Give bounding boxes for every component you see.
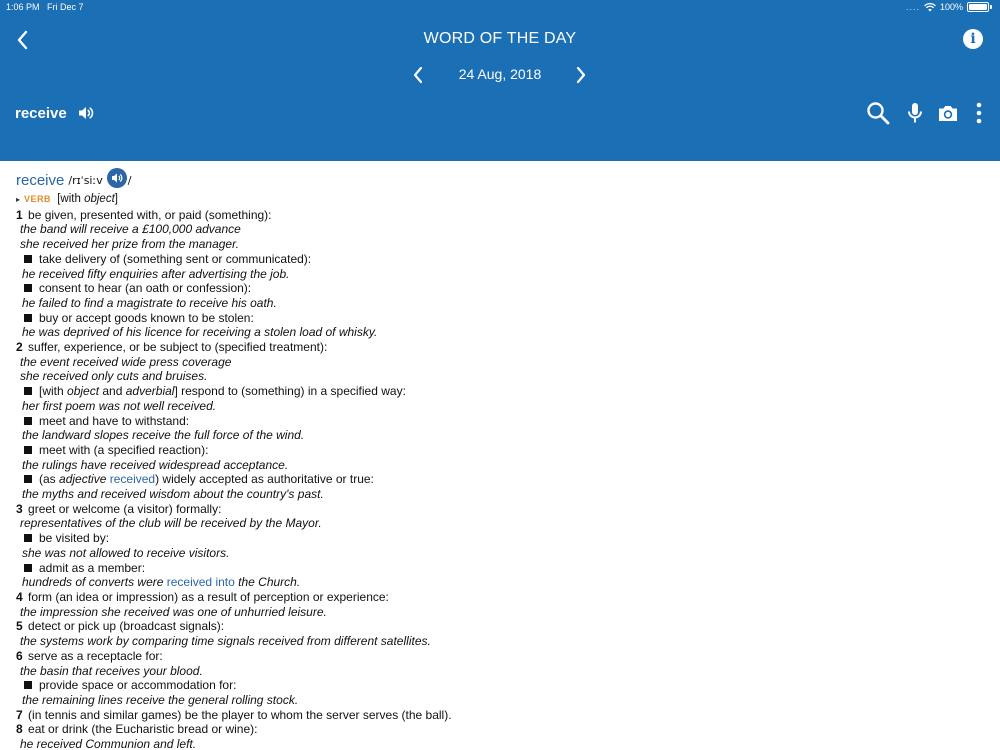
search-button[interactable] — [866, 101, 890, 125]
search-term: receive — [15, 105, 67, 122]
example: the rulings have received widespread acceptance. — [22, 457, 289, 472]
page-title: WORD OF THE DAY — [423, 30, 577, 47]
part-of-speech-line — [16, 192, 986, 208]
grammar-term: object — [67, 384, 100, 399]
bullet-icon — [24, 564, 32, 572]
example: he received Communion and left. — [20, 737, 197, 750]
definition-text: suffer, experience, or be subject to (specified treatment): — [28, 340, 328, 355]
example-text: hundreds of converts were — [22, 575, 167, 590]
sense-number: 2 — [16, 340, 23, 355]
bullet-icon — [24, 534, 32, 542]
sense-definition — [16, 649, 986, 664]
sense-number: 1 — [16, 207, 23, 222]
example: her first poem was not well received. — [22, 398, 217, 413]
example: she was not allowed to receive visitors. — [22, 545, 230, 560]
bullet-icon — [24, 314, 32, 322]
pronunciation-close: / — [127, 174, 132, 187]
grammar-note-object: object — [84, 193, 115, 205]
bullet-icon — [24, 446, 32, 454]
definition-text: admit as a member: — [39, 560, 146, 575]
definition-text: consent to hear (an oath or confession): — [39, 281, 252, 296]
subsense-definition — [16, 384, 986, 399]
subsense-definition — [16, 678, 986, 693]
sense-definition — [16, 208, 986, 223]
battery-icon — [967, 2, 989, 12]
subsense-definition — [16, 531, 986, 546]
example: representatives of the club will be received by the Mayor. — [20, 516, 322, 531]
sense-number: 3 — [16, 501, 23, 516]
example: the myths and received wisdom about the country's past. — [22, 487, 324, 502]
definition-text: form (an idea or impression) as a result of perception or experience: — [28, 589, 389, 604]
sense-definition — [16, 722, 986, 737]
sense-definition — [16, 708, 986, 723]
sense-definition — [16, 619, 986, 634]
bullet-icon — [24, 417, 32, 425]
previous-date-button[interactable] — [409, 64, 427, 86]
example: the band will receive a £100,000 advance — [20, 222, 241, 237]
definition-text: serve as a receptacle for: — [28, 648, 163, 663]
cross-reference-link[interactable]: received — [109, 472, 156, 487]
battery-cap — [990, 5, 992, 9]
app-header — [0, 0, 1000, 161]
bullet-icon — [24, 255, 32, 263]
example: she received only cuts and bruises. — [20, 369, 208, 384]
sense-number: 6 — [16, 648, 23, 663]
status-time: 1:06 PM — [6, 2, 40, 12]
pos-marker: ▸ — [16, 195, 21, 204]
example: the systems work by comparing time signals received from different satellites. — [20, 634, 431, 649]
definition-text: buy or accept goods known to be stolen: — [39, 310, 254, 325]
wifi-icon — [924, 3, 936, 12]
definition-text: and — [99, 384, 126, 399]
status-date: Fri Dec 7 — [47, 2, 84, 12]
microphone-icon — [906, 101, 924, 125]
example: the remaining lines receive the general rolling stock. — [22, 692, 299, 707]
camera-icon — [936, 101, 960, 125]
sense-definition — [16, 590, 986, 605]
subsense-definition — [16, 472, 986, 487]
sense-number: 8 — [16, 722, 23, 737]
chevron-right-icon — [572, 64, 590, 86]
search-icon — [866, 101, 890, 125]
voice-search-button[interactable] — [906, 101, 924, 125]
status-indicators — [906, 2, 992, 12]
definition-text: eat or drink (the Eucharistic bread or wine): — [28, 722, 258, 737]
sense-number: 5 — [16, 619, 23, 634]
next-date-button[interactable] — [572, 64, 590, 86]
example: the basin that receives your blood. — [20, 663, 203, 678]
sense-definition — [16, 340, 986, 355]
definition-text: take delivery of (something sent or communicated): — [39, 251, 312, 266]
example — [16, 575, 986, 590]
bullet-icon — [24, 387, 32, 395]
sense-number: 7 — [16, 707, 23, 722]
pronunciation-audio-button[interactable] — [107, 168, 127, 188]
headword-line — [16, 170, 986, 192]
info-icon: i — [970, 31, 976, 47]
example: she received her prize from the manager. — [20, 237, 239, 252]
example: he received fifty enquiries after advertising the job. — [22, 266, 290, 281]
definition-text: ) widely accepted as authoritative or true: — [155, 472, 374, 487]
grammar-term: adjective — [59, 472, 107, 487]
bullet-icon — [24, 475, 32, 483]
definition-text: greet or welcome (a visitor) formally: — [28, 501, 222, 516]
grammar-note: [with — [57, 193, 85, 205]
subsense-definition — [16, 414, 986, 429]
subsense-definition — [16, 561, 986, 576]
example: the landward slopes receive the full force of the wind. — [22, 428, 305, 443]
definition-text: ] respond to (something) in a specified way: — [174, 384, 406, 399]
signal-indicator: .... — [905, 2, 920, 12]
grammar-term: adverbial — [125, 384, 175, 399]
definition-text: be visited by: — [39, 531, 110, 546]
dictionary-entry — [16, 170, 986, 750]
speaker-button[interactable] — [77, 104, 95, 122]
definition-text: provide space or accommodation for: — [39, 678, 237, 693]
headword: receive — [16, 172, 65, 189]
pronunciation: /rɪˈsiːv — [68, 174, 103, 187]
definition-text: [with — [39, 384, 68, 399]
battery-percent: 100% — [939, 2, 963, 12]
camera-search-button[interactable] — [936, 101, 960, 125]
sense-number: 4 — [16, 589, 23, 604]
chevron-left-icon — [409, 64, 427, 86]
subsense-definition — [16, 281, 986, 296]
definition-text: meet and have to withstand: — [39, 413, 190, 428]
speaker-icon — [77, 104, 95, 122]
example: the impression she received was one of unhurried leisure. — [20, 604, 327, 619]
definition-text: be given, presented with, or paid (something): — [28, 207, 272, 222]
status-bar — [0, 0, 1000, 16]
grammar-note-close: ] — [114, 193, 118, 205]
current-date: 24 Aug, 2018 — [458, 66, 542, 82]
info-button[interactable] — [963, 29, 983, 49]
example-text: the Church. — [234, 575, 301, 590]
definition-text: (as — [39, 472, 60, 487]
definition-text: detect or pick up (broadcast signals): — [28, 619, 225, 634]
definition-text: meet with (a specified reaction): — [39, 442, 209, 457]
example: he was deprived of his licence for receiving a stolen load of whisky. — [22, 325, 378, 340]
bullet-icon — [24, 284, 32, 292]
definition-text: (in tennis and similar games) be the player to whom the server serves (the ball). — [28, 707, 452, 722]
subsense-definition — [16, 252, 986, 267]
example: the event received wide press coverage — [20, 354, 232, 369]
example: he failed to find a magistrate to receive his oath. — [22, 295, 277, 310]
subsense-definition — [16, 443, 986, 458]
subsense-definition — [16, 311, 986, 326]
phrase-link[interactable]: received into — [166, 575, 235, 590]
sense-definition — [16, 502, 986, 517]
part-of-speech: VERB — [24, 194, 52, 204]
more-options-button[interactable] — [973, 101, 985, 125]
speaker-icon — [107, 168, 127, 188]
more-vertical-icon — [973, 101, 985, 125]
bullet-icon — [24, 681, 32, 689]
